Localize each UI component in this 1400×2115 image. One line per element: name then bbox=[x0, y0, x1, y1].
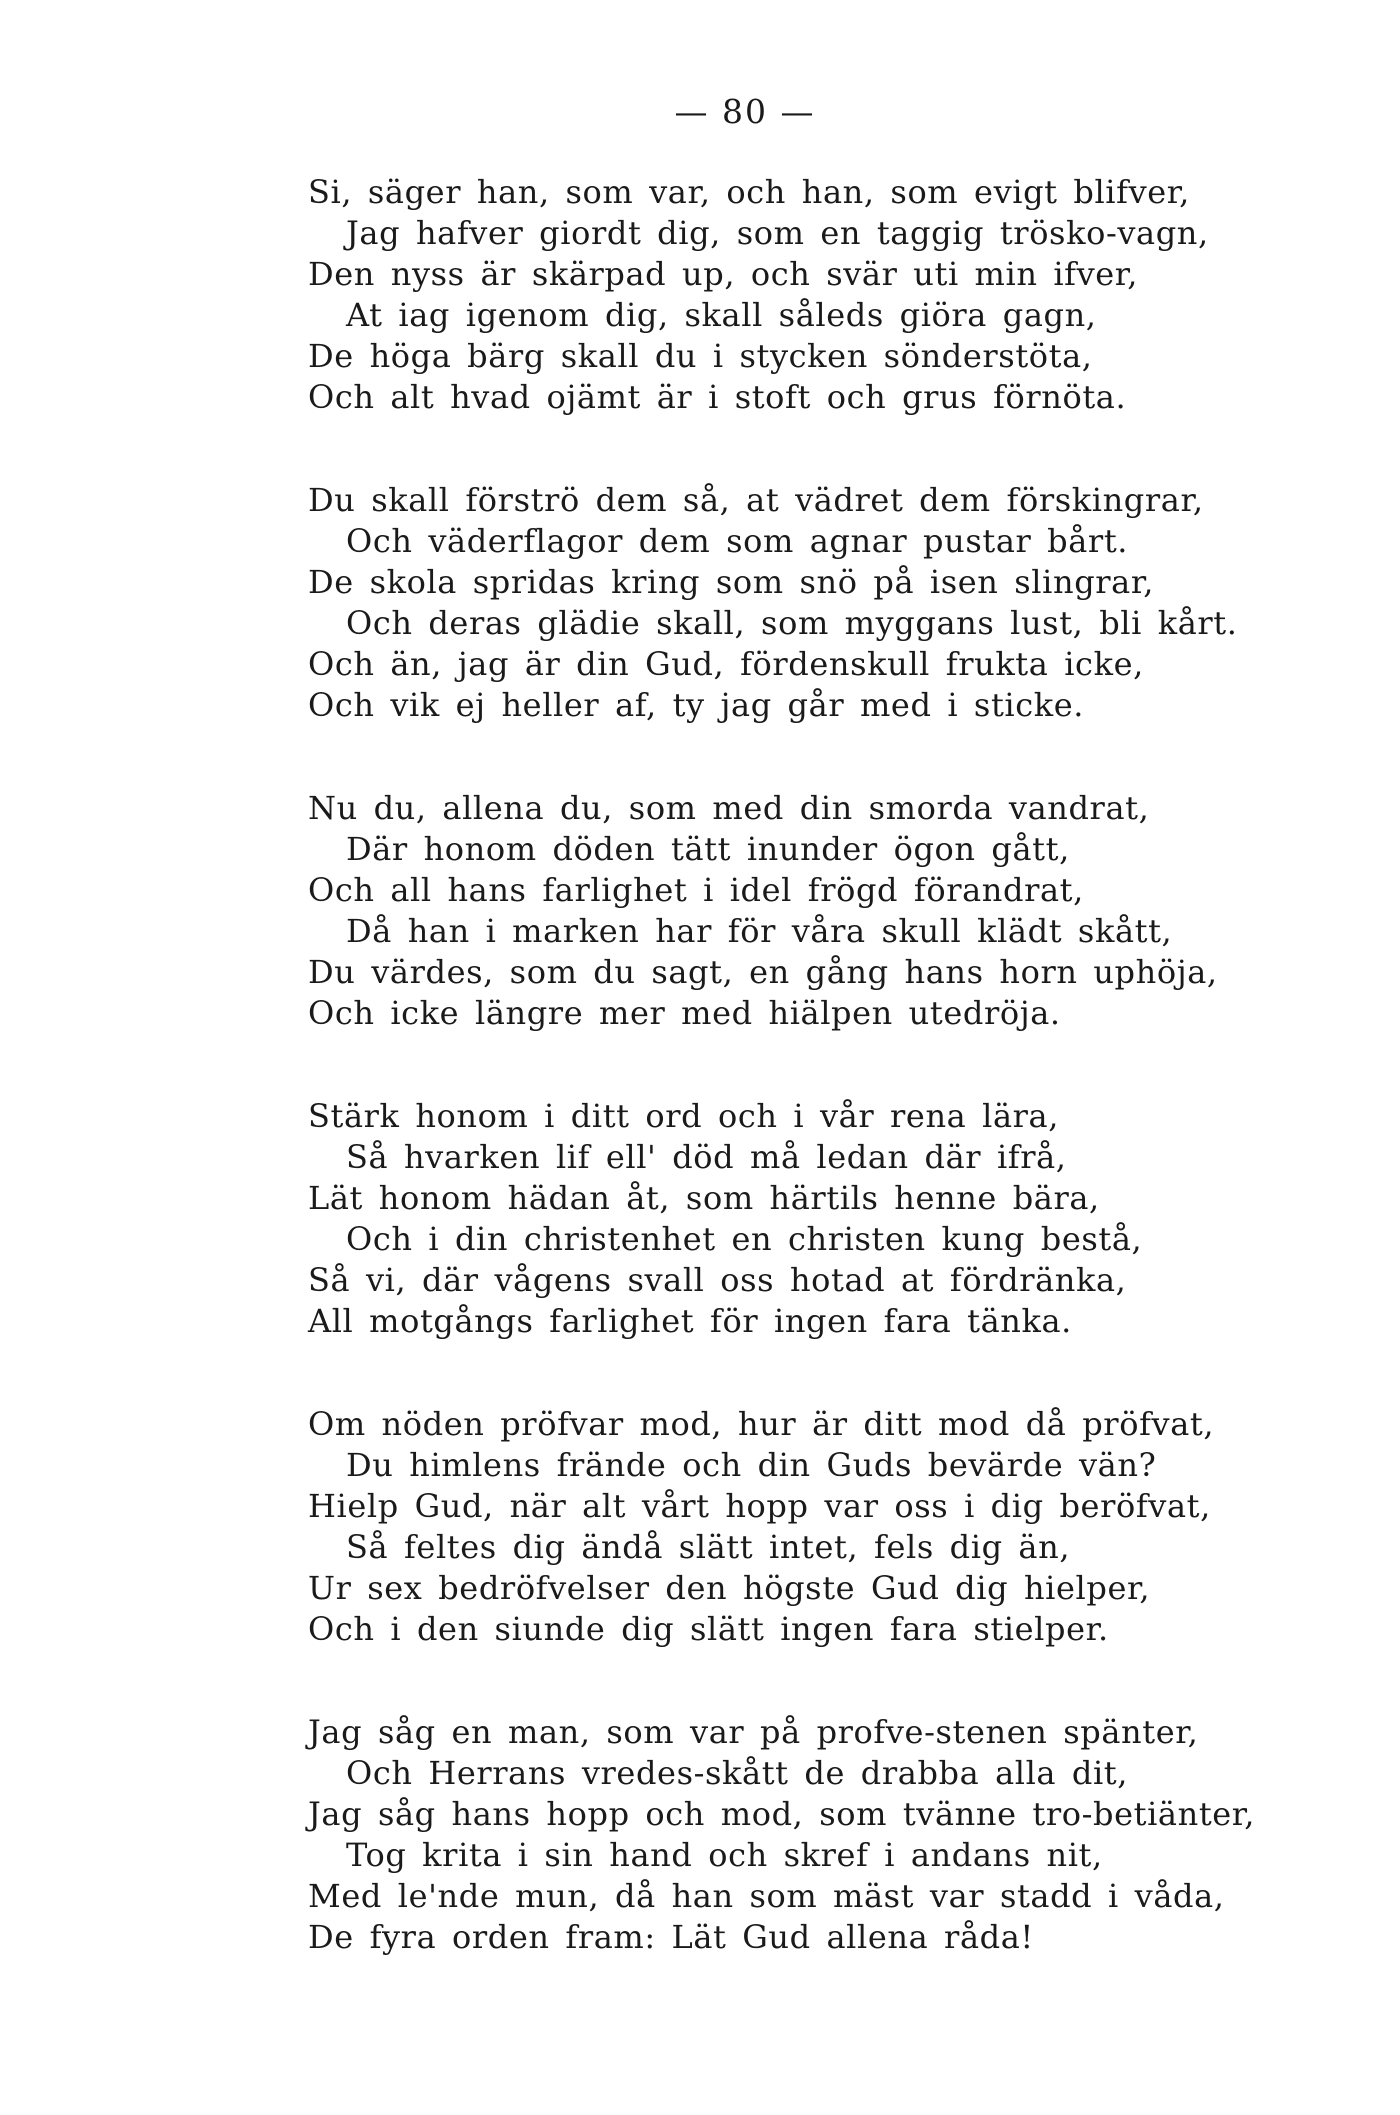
stanza-3 bbox=[308, 788, 1328, 1034]
verse-line: Där honom döden tätt inunder ögon gått, bbox=[346, 830, 1070, 868]
verse-line: Jag såg hans hopp och mod, som tvänne tro-betiänter, bbox=[308, 1795, 1255, 1833]
stanza-5 bbox=[308, 1404, 1328, 1650]
verse-line: Den nyss är skärpad up, och svär uti min ifver, bbox=[308, 255, 1138, 293]
verse-line: Och än, jag är din Gud, fördenskull frukta icke, bbox=[308, 645, 1144, 683]
verse-line: Jag såg en man, som var på profve-stenen spänter, bbox=[308, 1713, 1199, 1751]
verse-line: Tog krita i sin hand och skref i andans nit, bbox=[346, 1836, 1103, 1874]
verse-line: Si, säger han, som var, och han, som evigt blifver, bbox=[308, 173, 1190, 211]
verse-line: De höga bärg skall du i stycken sönderstöta, bbox=[308, 337, 1093, 375]
verse-line: Och vik ej heller af, ty jag går med i sticke. bbox=[308, 686, 1085, 724]
page-number: — 80 — bbox=[674, 92, 816, 131]
stanza-2 bbox=[308, 480, 1328, 726]
verse-line: Nu du, allena du, som med din smorda vandrat, bbox=[308, 789, 1150, 827]
stanza-6 bbox=[308, 1712, 1328, 1958]
stanza-1 bbox=[308, 172, 1328, 418]
verse-line: Och i den siunde dig slätt ingen fara stielper. bbox=[308, 1610, 1109, 1648]
verse-line: Du himlens frände och din Guds bevärde vän? bbox=[346, 1446, 1157, 1484]
verse-line: Om nöden pröfvar mod, hur är ditt mod då pröfvat, bbox=[308, 1405, 1215, 1443]
verse-line: De skola spridas kring som snö på isen slingrar, bbox=[308, 563, 1155, 601]
verse-line: Och icke längre mer med hiälpen utedröja. bbox=[308, 994, 1061, 1032]
verse-line: At iag igenom dig, skall såleds giöra gagn, bbox=[346, 296, 1097, 334]
verse-line: Du värdes, som du sagt, en gång hans horn uphöja, bbox=[308, 953, 1218, 991]
verse-line: Och deras glädie skall, som myggans lust, bli kårt. bbox=[346, 604, 1238, 642]
verse-line: Och Herrans vredes-skått de drabba alla dit, bbox=[346, 1754, 1129, 1792]
verse-line: Och alt hvad ojämt är i stoft och grus förnöta. bbox=[308, 378, 1127, 416]
verse-line: Och väderflagor dem som agnar pustar bårt. bbox=[346, 522, 1129, 560]
verse-line: Och i din christenhet en christen kung bestå, bbox=[346, 1220, 1143, 1258]
verse-line: Så hvarken lif ell' död må ledan där ifrå, bbox=[346, 1138, 1067, 1176]
poem bbox=[308, 172, 1328, 2020]
verse-line: Jag hafver giordt dig, som en taggig trösko-vagn, bbox=[346, 214, 1209, 252]
stanza-4 bbox=[308, 1096, 1328, 1342]
verse-line: Lät honom hädan åt, som härtils henne bära, bbox=[308, 1179, 1100, 1217]
verse-line: Du skall förströ dem så, at vädret dem förskingrar, bbox=[308, 481, 1204, 519]
verse-line: Ur sex bedröfvelser den högste Gud dig hielper, bbox=[308, 1569, 1151, 1607]
verse-line: Med le'nde mun, då han som mäst var stadd i våda, bbox=[308, 1877, 1225, 1915]
verse-line: Så feltes dig ändå slätt intet, fels dig än, bbox=[346, 1528, 1071, 1566]
verse-line: Då han i marken har för våra skull klädt skått, bbox=[346, 912, 1173, 950]
verse-line: De fyra orden fram: Lät Gud allena råda! bbox=[308, 1918, 1034, 1956]
verse-line: Stärk honom i ditt ord och i vår rena lära, bbox=[308, 1097, 1059, 1135]
verse-line: Så vi, där vågens svall oss hotad at fördränka, bbox=[308, 1261, 1127, 1299]
verse-line: Och all hans farlighet i idel frögd förandrat, bbox=[308, 871, 1084, 909]
verse-line: Hielp Gud, när alt vårt hopp var oss i dig beröfvat, bbox=[308, 1487, 1211, 1525]
verse-line: All motgångs farlighet för ingen fara tänka. bbox=[308, 1302, 1072, 1340]
